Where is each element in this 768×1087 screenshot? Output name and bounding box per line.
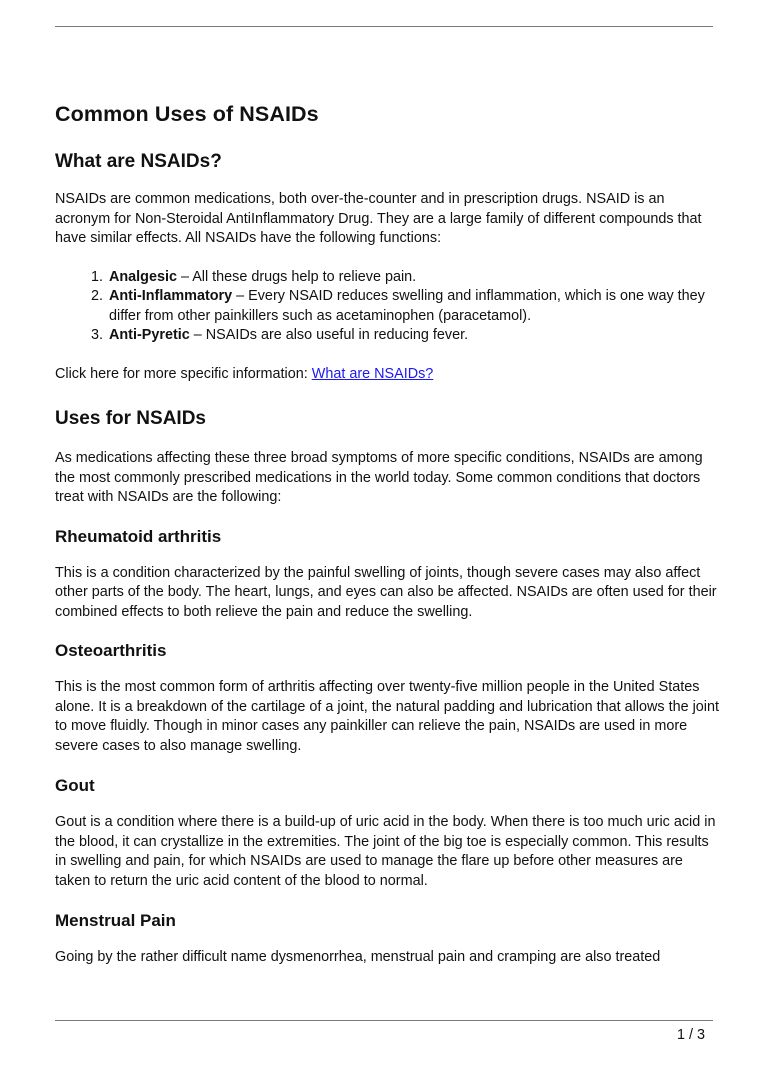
list-item xyxy=(107,268,720,288)
page-indicator: 1 / 3 xyxy=(676,1027,705,1043)
document-body xyxy=(55,98,720,968)
condition-paragraph: This is a condition characterized by the painful swelling of joints, though severe cases may also affect other parts of the body. The heart, lungs, and eyes can also be affected. NSAIDs are often used for their combined effects to both relieve the pain and reduce the swelling. xyxy=(55,564,717,620)
function-text: – All these drugs help to relieve pain. xyxy=(176,268,417,285)
footer-rule xyxy=(55,1020,713,1021)
document-title: Common Uses of NSAIDs xyxy=(55,102,319,126)
function-term: Anti-Inflammatory xyxy=(109,288,233,304)
condition-heading-osteoarthritis: Osteoarthritis xyxy=(55,641,167,660)
uses-intro-paragraph: As medications affecting these three broad symptoms of more specific conditions, NSAIDs are among the most commonly prescribed medications in the world today. Some common conditions that doctors treat with NSAIDs are the following: xyxy=(55,450,703,505)
condition-heading-rheumatoid-arthritis: Rheumatoid arthritis xyxy=(55,526,222,546)
condition-heading-gout: Gout xyxy=(55,776,95,795)
condition-paragraph: Going by the rather difficult name dysmenorrhea, menstrual pain and cramping are also treated xyxy=(55,949,661,965)
header-rule xyxy=(55,26,713,27)
functions-list xyxy=(55,268,720,346)
intro-paragraph: NSAIDs are common medications, both over-the-counter and in prescription drugs. NSAID is an acronym for Non-Steroidal AntiInflammatory Drug. They are a large family of different compounds that have similar effects. All NSAIDs have the following functions: xyxy=(55,191,702,246)
function-term: Analgesic xyxy=(109,268,177,285)
more-info-prefix: Click here for more specific information: xyxy=(55,365,312,382)
section-heading-what-are-nsaids: What are NSAIDs? xyxy=(55,151,222,172)
section-heading-uses: Uses for NSAIDs xyxy=(55,408,206,429)
list-item xyxy=(107,326,720,346)
condition-heading-menstrual-pain: Menstrual Pain xyxy=(55,911,176,930)
condition-paragraph: This is the most common form of arthritis affecting over twenty-five million people in the United States alone. It is a breakdown of the cartilage of a joint, the natural padding and lubrication that allows the joint to move fluidly. Though in minor cases any painkiller can relieve the pain, NSAIDs are used in more severe cases to also manage swelling. xyxy=(55,679,719,754)
function-text: – Every NSAID reduces swelling and inflammation, which is one way they differ from other painkillers such as acetaminophen (paracetamol). xyxy=(109,288,705,324)
function-term: Anti-Pyretic xyxy=(109,327,190,343)
what-are-nsaids-link[interactable]: What are NSAIDs? xyxy=(311,365,434,382)
function-text: – NSAIDs are also useful in reducing fever. xyxy=(189,327,469,343)
more-info-line xyxy=(55,365,720,385)
condition-paragraph: Gout is a condition where there is a build-up of uric acid in the body. When there is too much uric acid in the blood, it can crystallize in the extremities. The joint of the big toe is especially common. This results in swelling and pain, for which NSAIDs are used to manage the flare up before other measures are taken to return the uric acid content of the blood to normal. xyxy=(55,814,716,889)
list-item xyxy=(107,287,720,326)
